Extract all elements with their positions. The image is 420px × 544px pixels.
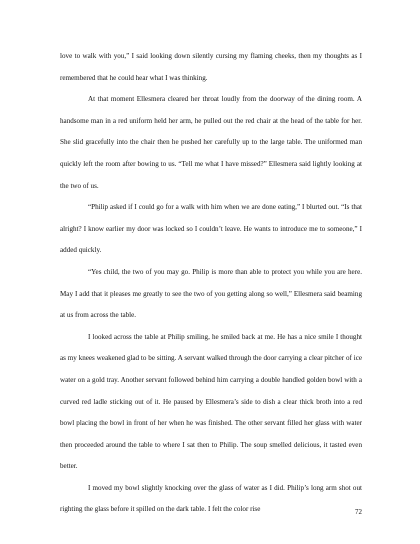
paragraph-5: I looked across the table at Philip smiling, he smiled back at me. He has a nice smile I thought as my knees weakened glad to be sitting. A servant walked through the door carrying a clear pitcher of ice water on a gold tray. Another servant followed behind him carrying a double handled golden bowl with a curved red ladle sticking out of it. He paused by Ellesmera’s side to dish a clear thick broth into a red bowl placing the bowl in front of her when he was finished. The other servant filled her glass with water then proceeded around the table to where I sat then to Philip. The soup smelled delicious, it tasted even better. bbox=[60, 332, 362, 471]
page-number: 72 bbox=[355, 508, 362, 516]
paragraph-4: “Yes child, the two of you may go. Philip is more than able to protect you while you are here. May I add that it pleases me greatly to see the two of you getting along so well,” Ellesmera said beaming at us from across the table. bbox=[60, 267, 362, 320]
paragraph-1: love to walk with you,” I said looking down silently cursing my flaming cheeks, then my thoughts as I remembered that he could hear what I was thinking. bbox=[60, 52, 362, 82]
paragraph-6: I moved my bowl slightly knocking over the glass of water as I did. Philip’s long arm shot out righting the glass before it spilled on the dark table. I felt the color rise bbox=[60, 483, 362, 514]
paragraph-2: At that moment Ellesmera cleared her throat loudly from the doorway of the dining room. A handsome man in a red uniform held her arm, he pulled out the red chair at the head of the table for her. She slid gracefully into the chair then he pushed her carefully up to the large table. The uniformed man quickly left the room after bowing to us. “Tell me what I have missed?” Ellesmera said lightly looking at the two of us. bbox=[60, 95, 362, 190]
paragraph-3: “Philip asked if I could go for a walk with him when we are done eating,” I blurted out. “Is that alright? I know earlier my door was locked so I couldn’t leave. He wants to introduce me to someone,” I added quickly. bbox=[60, 203, 362, 255]
